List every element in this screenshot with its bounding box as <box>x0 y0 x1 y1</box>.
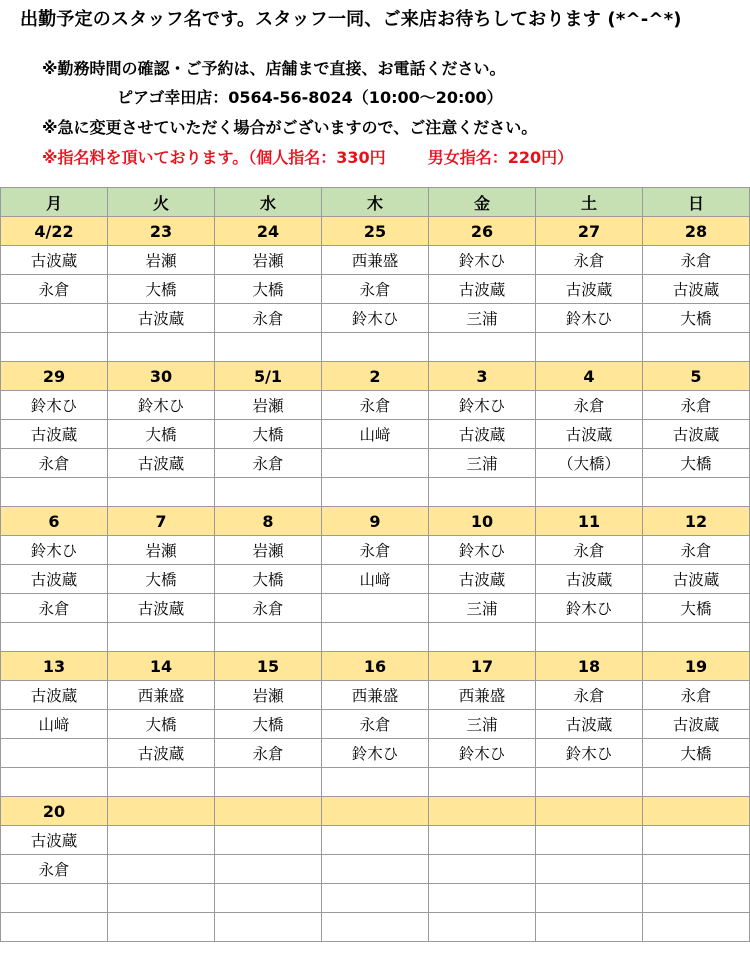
staff-name-cell: 岩瀬 <box>108 246 215 275</box>
staff-name-cell <box>108 478 215 507</box>
staff-name-cell: 永倉 <box>1 449 108 478</box>
page-title: 出勤予定のスタッフ名です。スタッフ一同、ご来店お待ちしております (*^-^*) <box>20 9 682 30</box>
date-cell: 20 <box>1 797 108 826</box>
staff-name-cell <box>215 623 322 652</box>
staff-name-cell: 岩瀬 <box>215 536 322 565</box>
staff-name-cell <box>322 855 429 884</box>
date-cell: 25 <box>322 217 429 246</box>
staff-name-cell: 大橋 <box>215 420 322 449</box>
date-cell: 7 <box>108 507 215 536</box>
staff-name-cell: 古波蔵 <box>643 565 750 594</box>
staff-name-cell: 永倉 <box>536 246 643 275</box>
staff-name-cell: 古波蔵 <box>108 739 215 768</box>
staff-name-cell <box>536 333 643 362</box>
staff-name-cell <box>322 913 429 942</box>
staff-name-cell: 鈴木ひ <box>536 304 643 333</box>
staff-name-cell <box>1 913 108 942</box>
staff-name-cell <box>215 768 322 797</box>
date-cell: 14 <box>108 652 215 681</box>
date-cell: 9 <box>322 507 429 536</box>
staff-name-cell <box>643 826 750 855</box>
staff-name-cell: 鈴木ひ <box>108 391 215 420</box>
date-cell: 3 <box>429 362 536 391</box>
staff-row <box>1 768 750 797</box>
staff-name-cell: 永倉 <box>215 594 322 623</box>
date-row <box>1 797 750 826</box>
staff-name-cell: 山﨑 <box>1 710 108 739</box>
weekday-sat: 土 <box>536 188 643 217</box>
staff-row <box>1 275 750 304</box>
staff-row <box>1 826 750 855</box>
date-row <box>1 217 750 246</box>
date-cell: 5/1 <box>215 362 322 391</box>
nomination-fee-note <box>42 145 573 168</box>
weekday-tue: 火 <box>108 188 215 217</box>
staff-row <box>1 565 750 594</box>
staff-row <box>1 681 750 710</box>
staff-name-cell: 大橋 <box>643 304 750 333</box>
staff-name-cell: 岩瀬 <box>108 536 215 565</box>
date-cell: 12 <box>643 507 750 536</box>
date-cell <box>108 797 215 826</box>
staff-name-cell: 永倉 <box>322 710 429 739</box>
staff-name-cell: 古波蔵 <box>1 681 108 710</box>
weekday-sun: 日 <box>643 188 750 217</box>
staff-name-cell: 永倉 <box>1 594 108 623</box>
staff-name-cell <box>429 478 536 507</box>
date-cell: 16 <box>322 652 429 681</box>
staff-name-cell <box>643 768 750 797</box>
staff-name-cell: 永倉 <box>1 855 108 884</box>
staff-name-cell <box>322 449 429 478</box>
date-cell: 28 <box>643 217 750 246</box>
date-cell: 17 <box>429 652 536 681</box>
staff-name-cell: 永倉 <box>215 739 322 768</box>
date-cell: 8 <box>215 507 322 536</box>
staff-name-cell: 山﨑 <box>322 420 429 449</box>
staff-name-cell: 古波蔵 <box>536 275 643 304</box>
staff-name-cell <box>108 333 215 362</box>
staff-name-cell <box>108 826 215 855</box>
weekday-fri: 金 <box>429 188 536 217</box>
staff-name-cell <box>322 333 429 362</box>
staff-name-cell: 永倉 <box>536 681 643 710</box>
staff-name-cell <box>108 623 215 652</box>
staff-name-cell: 古波蔵 <box>643 275 750 304</box>
staff-name-cell <box>322 594 429 623</box>
staff-name-cell: 岩瀬 <box>215 246 322 275</box>
date-cell: 19 <box>643 652 750 681</box>
staff-row <box>1 536 750 565</box>
date-cell <box>215 797 322 826</box>
staff-row <box>1 478 750 507</box>
staff-name-cell <box>215 478 322 507</box>
staff-name-cell: 古波蔵 <box>429 565 536 594</box>
staff-name-cell: 大橋 <box>215 275 322 304</box>
staff-name-cell <box>429 768 536 797</box>
staff-row <box>1 391 750 420</box>
date-cell: 6 <box>1 507 108 536</box>
staff-row <box>1 594 750 623</box>
staff-name-cell <box>643 478 750 507</box>
staff-name-cell: 鈴木ひ <box>429 536 536 565</box>
staff-name-cell <box>1 304 108 333</box>
staff-name-cell: 古波蔵 <box>108 594 215 623</box>
staff-name-cell <box>536 913 643 942</box>
staff-name-cell <box>536 855 643 884</box>
change-warning: ※急に変更させていただく場合がございますので、ご注意ください。 <box>42 118 538 137</box>
staff-name-cell <box>643 333 750 362</box>
staff-name-cell <box>1 739 108 768</box>
staff-name-cell: 大橋 <box>108 710 215 739</box>
staff-name-cell <box>215 855 322 884</box>
date-row <box>1 507 750 536</box>
staff-name-cell <box>536 623 643 652</box>
weekday-header-row <box>1 188 750 217</box>
staff-row <box>1 913 750 942</box>
staff-name-cell <box>322 623 429 652</box>
staff-row <box>1 304 750 333</box>
staff-name-cell <box>429 884 536 913</box>
staff-row <box>1 739 750 768</box>
staff-name-cell: 永倉 <box>322 275 429 304</box>
staff-name-cell: 大橋 <box>643 449 750 478</box>
staff-name-cell: 永倉 <box>215 449 322 478</box>
individual-fee: ※指名料を頂いております。（個人指名：330円 <box>42 148 386 167</box>
staff-name-cell: 大橋 <box>108 565 215 594</box>
date-cell: 2 <box>322 362 429 391</box>
staff-name-cell: 西兼盛 <box>322 246 429 275</box>
staff-row <box>1 710 750 739</box>
staff-name-cell: 鈴木ひ <box>429 391 536 420</box>
staff-row <box>1 884 750 913</box>
staff-name-cell <box>429 913 536 942</box>
staff-name-cell: 西兼盛 <box>322 681 429 710</box>
date-cell: 4 <box>536 362 643 391</box>
staff-name-cell: 西兼盛 <box>108 681 215 710</box>
staff-name-cell <box>215 884 322 913</box>
staff-name-cell: 岩瀬 <box>215 681 322 710</box>
staff-name-cell: 鈴木ひ <box>322 304 429 333</box>
staff-name-cell: 古波蔵 <box>1 246 108 275</box>
staff-name-cell: 三浦 <box>429 304 536 333</box>
staff-name-cell: 古波蔵 <box>429 420 536 449</box>
staff-name-cell: 大橋 <box>215 710 322 739</box>
staff-name-cell <box>108 768 215 797</box>
staff-name-cell <box>108 855 215 884</box>
staff-name-cell: 古波蔵 <box>108 449 215 478</box>
staff-name-cell <box>322 826 429 855</box>
staff-name-cell: 大橋 <box>215 565 322 594</box>
staff-name-cell: 古波蔵 <box>1 420 108 449</box>
date-cell: 4/22 <box>1 217 108 246</box>
staff-name-cell <box>536 826 643 855</box>
staff-name-cell: 鈴木ひ <box>1 536 108 565</box>
weeks <box>1 217 750 942</box>
staff-name-cell: 古波蔵 <box>643 710 750 739</box>
staff-name-cell: 永倉 <box>643 681 750 710</box>
staff-name-cell: 古波蔵 <box>429 275 536 304</box>
staff-name-cell: 大橋 <box>108 420 215 449</box>
staff-name-cell: 永倉 <box>322 536 429 565</box>
staff-name-cell <box>1 768 108 797</box>
staff-name-cell: 古波蔵 <box>1 565 108 594</box>
staff-row <box>1 855 750 884</box>
staff-name-cell <box>215 913 322 942</box>
date-cell: 5 <box>643 362 750 391</box>
date-cell: 30 <box>108 362 215 391</box>
date-cell: 18 <box>536 652 643 681</box>
staff-name-cell <box>429 623 536 652</box>
staff-name-cell: 古波蔵 <box>643 420 750 449</box>
date-cell: 26 <box>429 217 536 246</box>
date-row <box>1 362 750 391</box>
staff-name-cell: 西兼盛 <box>429 681 536 710</box>
staff-name-cell: 古波蔵 <box>536 420 643 449</box>
staff-name-cell: 鈴木ひ <box>536 594 643 623</box>
staff-name-cell: 永倉 <box>536 391 643 420</box>
date-cell: 11 <box>536 507 643 536</box>
date-cell <box>322 797 429 826</box>
date-cell <box>429 797 536 826</box>
weekday-mon: 月 <box>1 188 108 217</box>
date-cell: 29 <box>1 362 108 391</box>
staff-name-cell <box>429 826 536 855</box>
staff-name-cell <box>643 913 750 942</box>
staff-name-cell <box>215 333 322 362</box>
page-header <box>0 0 750 187</box>
date-cell: 23 <box>108 217 215 246</box>
staff-name-cell <box>1 478 108 507</box>
staff-name-cell <box>1 884 108 913</box>
staff-name-cell <box>215 826 322 855</box>
date-cell: 13 <box>1 652 108 681</box>
staff-schedule-table <box>0 187 750 942</box>
staff-name-cell <box>322 884 429 913</box>
staff-name-cell: 鈴木ひ <box>429 739 536 768</box>
staff-name-cell: 古波蔵 <box>536 710 643 739</box>
staff-name-cell <box>643 623 750 652</box>
date-cell: 15 <box>215 652 322 681</box>
staff-name-cell: 永倉 <box>536 536 643 565</box>
staff-name-cell: 鈴木ひ <box>429 246 536 275</box>
staff-name-cell: （大橋） <box>536 449 643 478</box>
staff-name-cell <box>536 884 643 913</box>
staff-name-cell: 永倉 <box>643 536 750 565</box>
contact-note: ※勤務時間の確認・ご予約は、店舗まで直接、お電話ください。 <box>42 59 506 78</box>
staff-name-cell: 永倉 <box>1 275 108 304</box>
staff-name-cell: 鈴木ひ <box>536 739 643 768</box>
staff-name-cell <box>536 478 643 507</box>
weekday-thu: 木 <box>322 188 429 217</box>
date-cell: 27 <box>536 217 643 246</box>
date-row <box>1 652 750 681</box>
staff-name-cell: 三浦 <box>429 710 536 739</box>
staff-name-cell <box>643 855 750 884</box>
date-cell: 10 <box>429 507 536 536</box>
staff-name-cell: 三浦 <box>429 449 536 478</box>
staff-name-cell: 大橋 <box>643 594 750 623</box>
date-cell <box>536 797 643 826</box>
store-phone: ピアゴ幸田店：0564-56-8024（10:00〜20:00） <box>117 88 503 107</box>
staff-row <box>1 623 750 652</box>
staff-name-cell <box>322 768 429 797</box>
staff-name-cell <box>322 478 429 507</box>
couple-fee: 男女指名：220円） <box>427 148 574 167</box>
staff-name-cell <box>108 884 215 913</box>
date-cell: 24 <box>215 217 322 246</box>
staff-row <box>1 449 750 478</box>
staff-name-cell: 永倉 <box>643 246 750 275</box>
staff-name-cell <box>1 333 108 362</box>
staff-name-cell: 岩瀬 <box>215 391 322 420</box>
staff-name-cell <box>429 333 536 362</box>
staff-row <box>1 333 750 362</box>
staff-name-cell <box>643 884 750 913</box>
staff-name-cell: 古波蔵 <box>1 826 108 855</box>
date-cell <box>643 797 750 826</box>
staff-name-cell: 永倉 <box>643 391 750 420</box>
staff-name-cell: 鈴木ひ <box>322 739 429 768</box>
weekday-wed: 水 <box>215 188 322 217</box>
staff-row <box>1 420 750 449</box>
staff-row <box>1 246 750 275</box>
staff-name-cell: 永倉 <box>215 304 322 333</box>
staff-name-cell <box>429 855 536 884</box>
staff-name-cell <box>1 623 108 652</box>
staff-name-cell: 三浦 <box>429 594 536 623</box>
staff-name-cell: 永倉 <box>322 391 429 420</box>
staff-name-cell: 山﨑 <box>322 565 429 594</box>
staff-name-cell: 大橋 <box>643 739 750 768</box>
staff-name-cell <box>108 913 215 942</box>
staff-name-cell <box>536 768 643 797</box>
staff-name-cell: 古波蔵 <box>108 304 215 333</box>
staff-name-cell: 鈴木ひ <box>1 391 108 420</box>
staff-name-cell: 古波蔵 <box>536 565 643 594</box>
staff-name-cell: 大橋 <box>108 275 215 304</box>
